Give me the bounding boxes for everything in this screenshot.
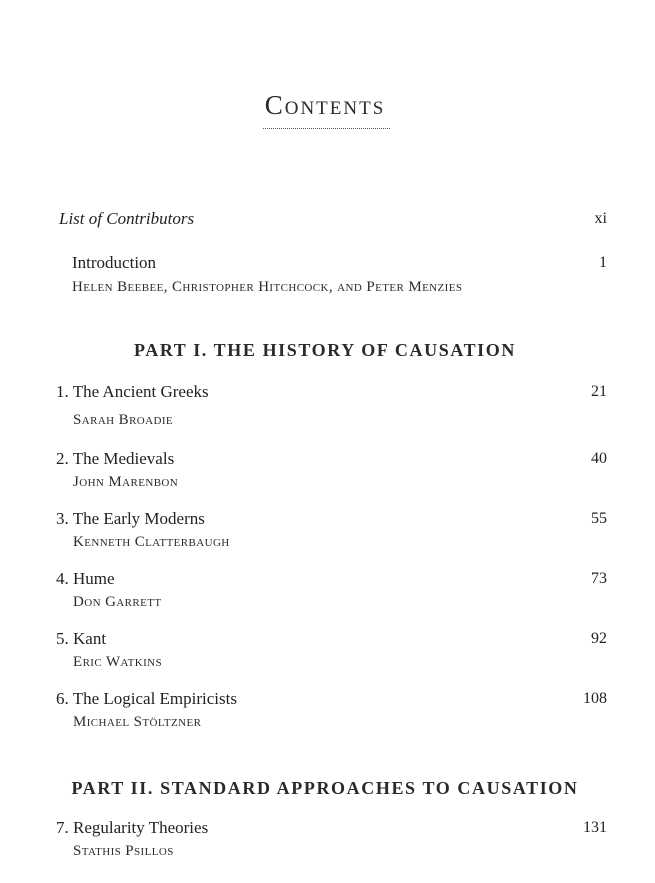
toc-page-number: 92 [591, 630, 607, 647]
toc-chapter-title[interactable]: 6. The Logical Empiricists [56, 689, 237, 708]
toc-page-number: 1 [599, 254, 607, 271]
toc-chapter-author: Don Garrett [73, 594, 162, 610]
toc-page-number: 131 [583, 819, 607, 836]
toc-chapter-author: Kenneth Clatterbaugh [73, 534, 230, 550]
toc-page-number: xi [594, 210, 607, 227]
part-heading: PART II. STANDARD APPROACHES TO CAUSATION [71, 778, 579, 798]
part-heading: PART I. THE HISTORY OF CAUSATION [133, 340, 516, 360]
toc-page-number: 40 [591, 450, 607, 467]
toc-page-number: 55 [591, 510, 607, 527]
toc-chapter-author: John Marenbon [73, 474, 179, 490]
toc-entry-introduction[interactable]: Introduction [72, 253, 157, 272]
toc-chapter-author: Eric Watkins [73, 654, 163, 670]
toc-chapter-title[interactable]: 4. Hume [56, 569, 115, 588]
toc-entry-contributors[interactable]: List of Contributors [59, 209, 195, 228]
toc-page-number: 108 [583, 690, 607, 707]
page-title: Contents [264, 90, 386, 120]
toc-chapter-author: Stathis Psillos [73, 843, 174, 859]
toc-chapter-author: Sarah Broadie [73, 412, 174, 428]
toc-page-number: 73 [591, 570, 607, 587]
toc-chapter-title[interactable]: 7. Regularity Theories [56, 818, 209, 837]
toc-chapter-title[interactable]: 5. Kant [56, 629, 107, 648]
title-dotted-rule [263, 128, 390, 129]
toc-chapter-title[interactable]: 2. The Medievals [56, 449, 175, 468]
toc-page-number: 21 [591, 383, 607, 400]
toc-chapter-title[interactable]: 1. The Ancient Greeks [56, 382, 209, 401]
toc-entry-authors: Helen Beebee, Christopher Hitchcock, and Peter Menzies [72, 279, 463, 295]
toc-chapter-author: Michael Stöltzner [73, 714, 202, 730]
toc-chapter-title[interactable]: 3. The Early Moderns [56, 509, 205, 528]
